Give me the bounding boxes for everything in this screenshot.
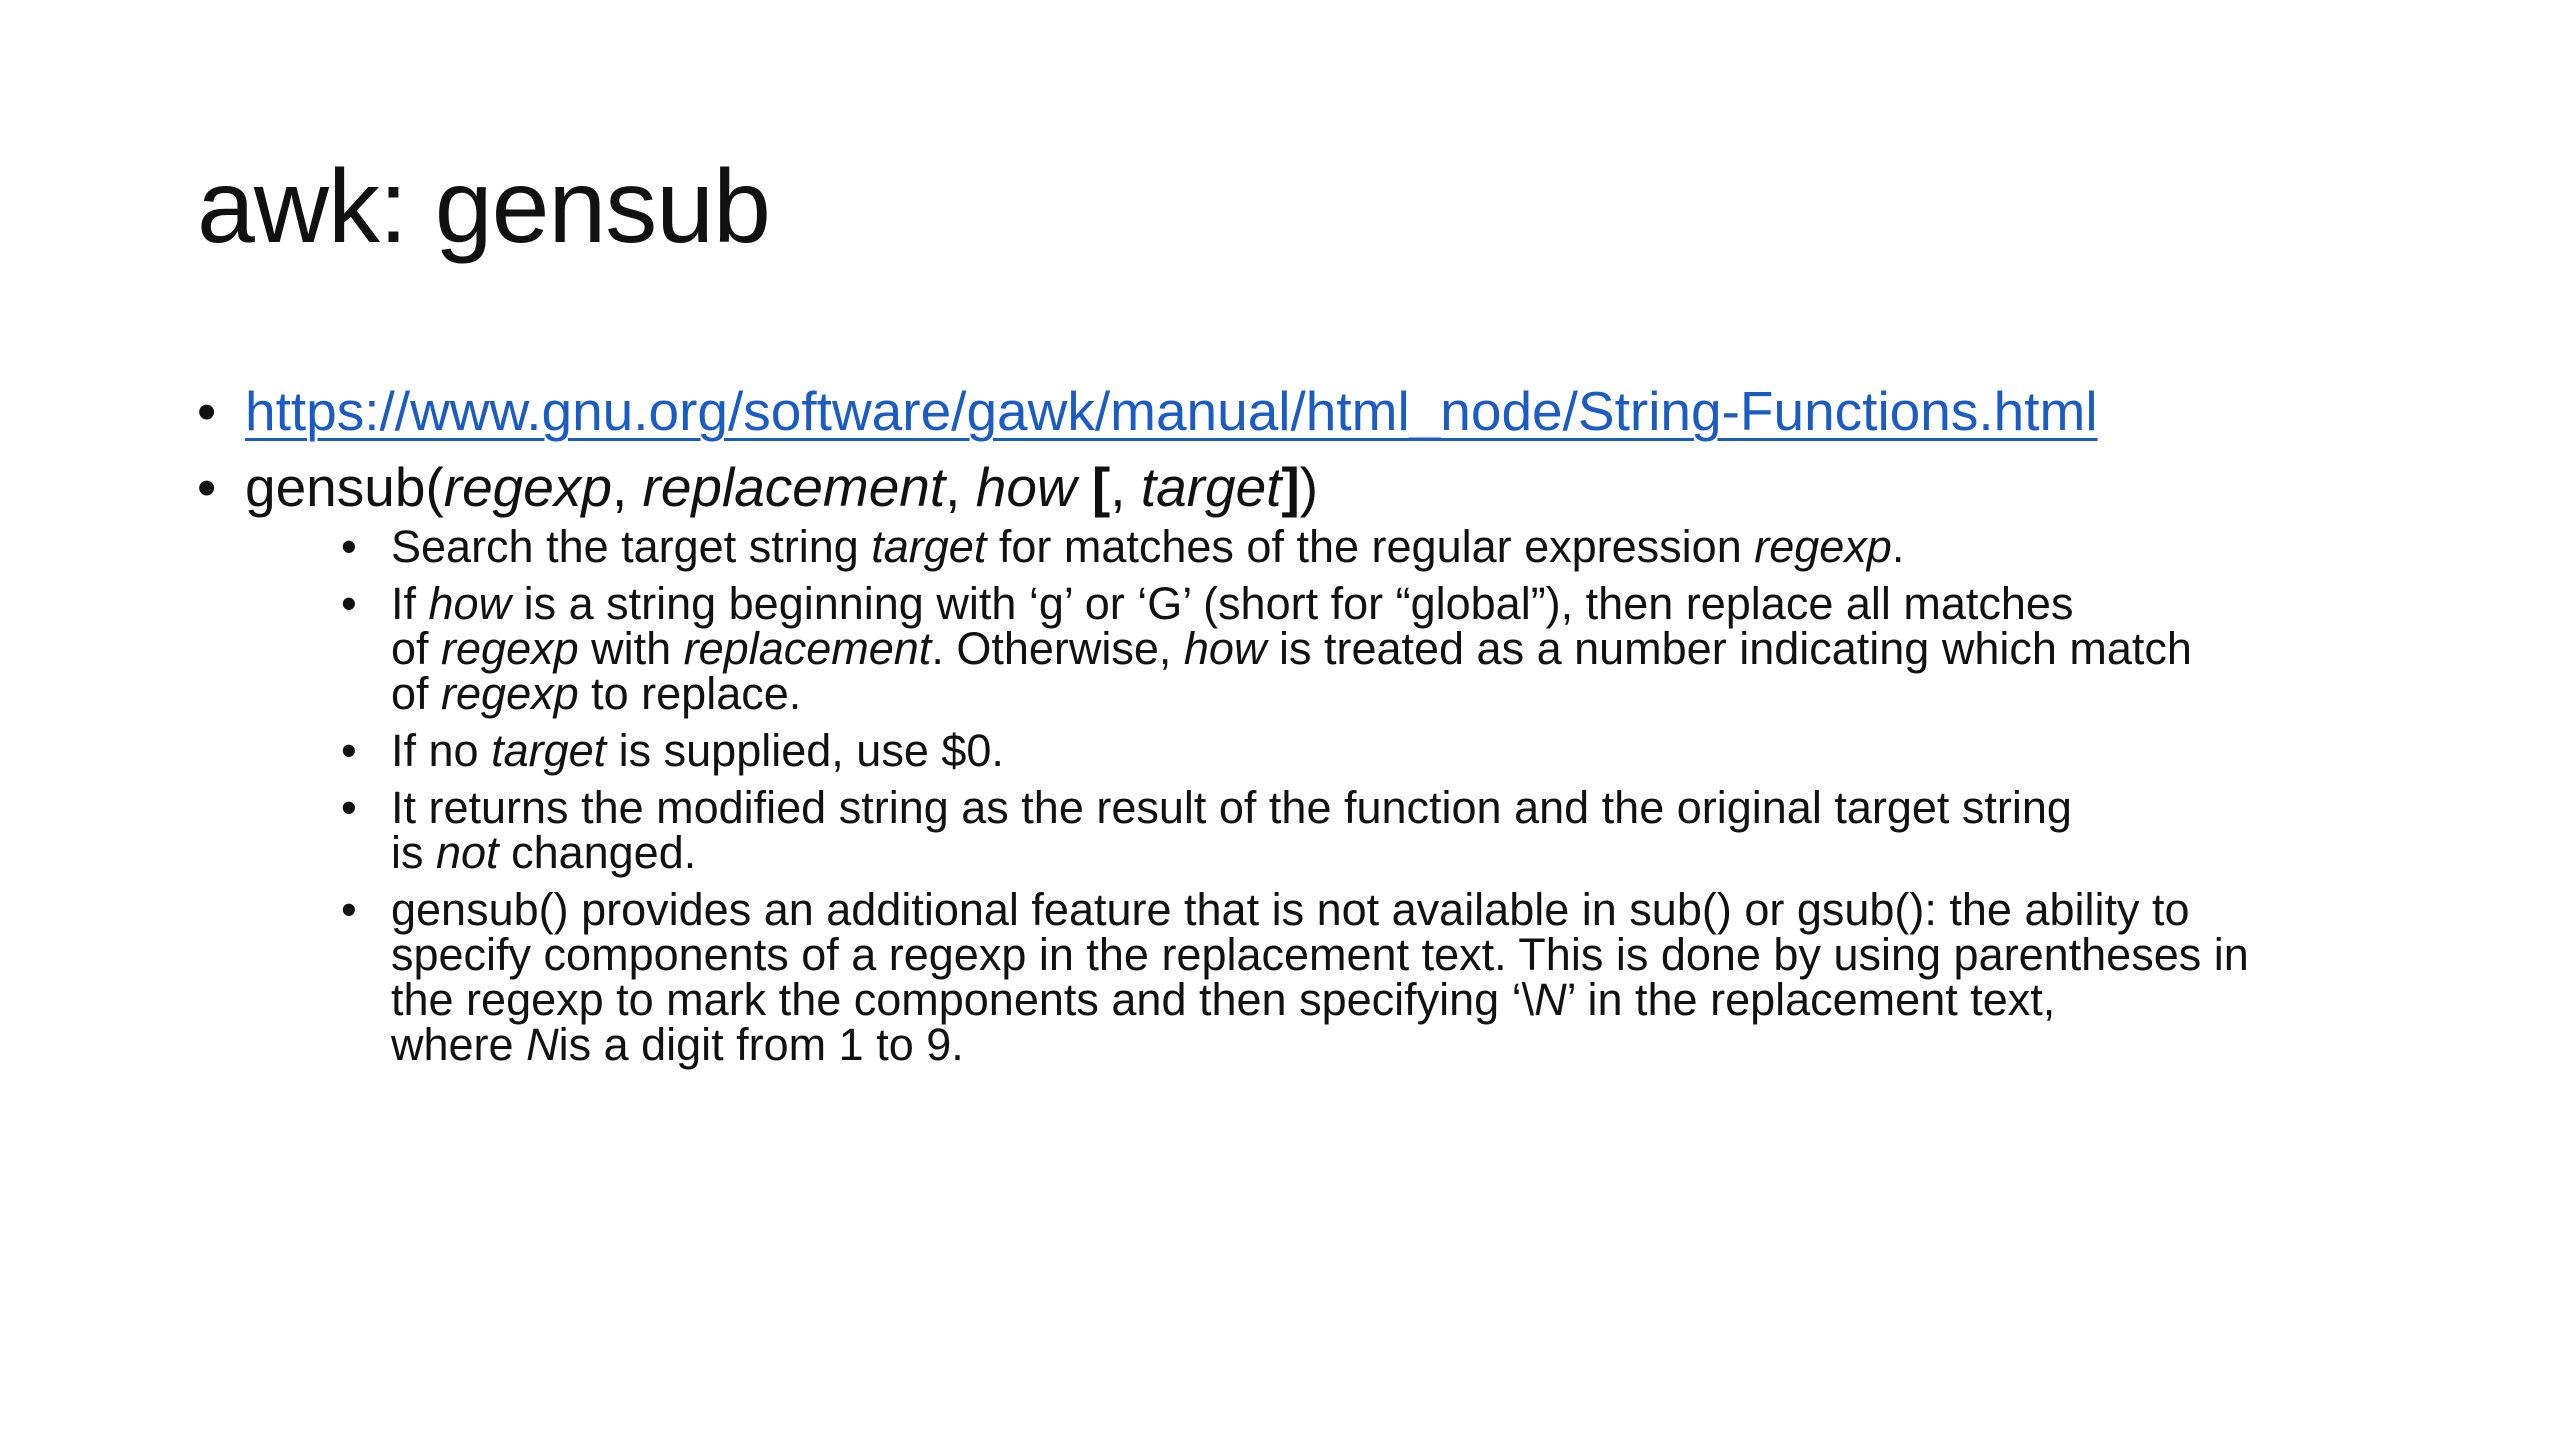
detail-item-how [245, 578, 2495, 719]
slide-title: awk: gensub [197, 149, 770, 265]
signature-close-paren: ) [1299, 456, 1319, 518]
italic-text: target [491, 725, 607, 776]
text: changed. [498, 827, 697, 878]
italic-text: how [428, 578, 512, 629]
signature-arg-replacement: replacement [642, 456, 946, 518]
text: the regexp to mark the components and then specifying ‘\ [391, 974, 1535, 1025]
text: is [391, 827, 436, 878]
bullet-link [197, 378, 2397, 444]
signature-sep: , [945, 456, 976, 518]
bullet-icon: • [341, 782, 357, 833]
italic-text: target [871, 521, 987, 572]
italic-text: not [436, 827, 499, 878]
text: is supplied, use $0. [606, 725, 1004, 776]
italic-text: how [1183, 623, 1267, 674]
signature-sep: , [611, 456, 643, 518]
detail-line: It returns the modified string as the result of the function and the original target string [391, 782, 2072, 833]
bullet-icon: • [341, 725, 357, 776]
bullet-icon: • [341, 578, 357, 629]
detail-line: specify components of a regexp in the replacement text. This is done by using parentheses in [391, 929, 2249, 980]
detail-item-target [245, 725, 2495, 776]
italic-text: regexp [1754, 521, 1892, 572]
text: is a digit from 1 to 9. [558, 1019, 964, 1070]
text: ’ in the replacement text, [1566, 974, 2056, 1025]
text: where [391, 1019, 527, 1070]
detail-line [391, 1019, 2495, 1070]
detail-line [391, 578, 2495, 629]
detail-line [391, 827, 2495, 878]
italic-text: N [1534, 974, 1567, 1025]
detail-line [391, 623, 2495, 674]
text: for matches of the regular expression [986, 521, 1755, 572]
italic-text: N [526, 1019, 559, 1070]
bullet-icon: • [197, 380, 217, 442]
signature-arg-how: how [975, 456, 1077, 518]
signature-details [245, 521, 2397, 1070]
text: to replace. [578, 668, 802, 719]
text: of [391, 623, 442, 674]
detail-line [391, 725, 2495, 776]
signature-sep: , [1110, 456, 1141, 518]
slide-content [197, 378, 2397, 1079]
text: is a string beginning with ‘g’ or ‘G’ (short for “global”), then replace all matches [511, 578, 2074, 629]
text: of [391, 668, 442, 719]
bullet-icon: • [341, 884, 357, 935]
text: . Otherwise, [931, 623, 1184, 674]
gawk-manual-link[interactable]: https://www.gnu.org/software/gawk/manual/html_node/String-Functions.html [245, 380, 2098, 442]
detail-line [391, 974, 2495, 1025]
signature-fn: gensub( [245, 456, 444, 518]
signature-open-bracket: [ [1091, 456, 1111, 518]
text: If no [391, 725, 492, 776]
text: is treated as a number indicating which match [1266, 623, 2192, 674]
detail-line: gensub() provides an additional feature that is not available in sub() or gsub(): the ability to [391, 884, 2190, 935]
detail-line [391, 521, 2495, 572]
text: with [578, 623, 684, 674]
text: If [391, 578, 429, 629]
signature-arg-target: target [1140, 456, 1282, 518]
detail-item-search [245, 521, 2495, 572]
detail-item-feature [245, 884, 2495, 1070]
bullet-signature [197, 454, 2397, 1070]
italic-text: regexp [441, 623, 579, 674]
signature-arg-regexp: regexp [443, 456, 612, 518]
text: Search the target string [391, 521, 872, 572]
bullet-icon: • [341, 521, 357, 572]
text: . [1891, 521, 1905, 572]
detail-line [391, 668, 2495, 719]
detail-item-returns [245, 782, 2495, 878]
signature-close-bracket: ] [1281, 456, 1300, 518]
italic-text: replacement [683, 623, 932, 674]
bullet-icon: • [197, 456, 217, 518]
italic-text: regexp [441, 668, 579, 719]
signature-space [1077, 456, 1092, 518]
